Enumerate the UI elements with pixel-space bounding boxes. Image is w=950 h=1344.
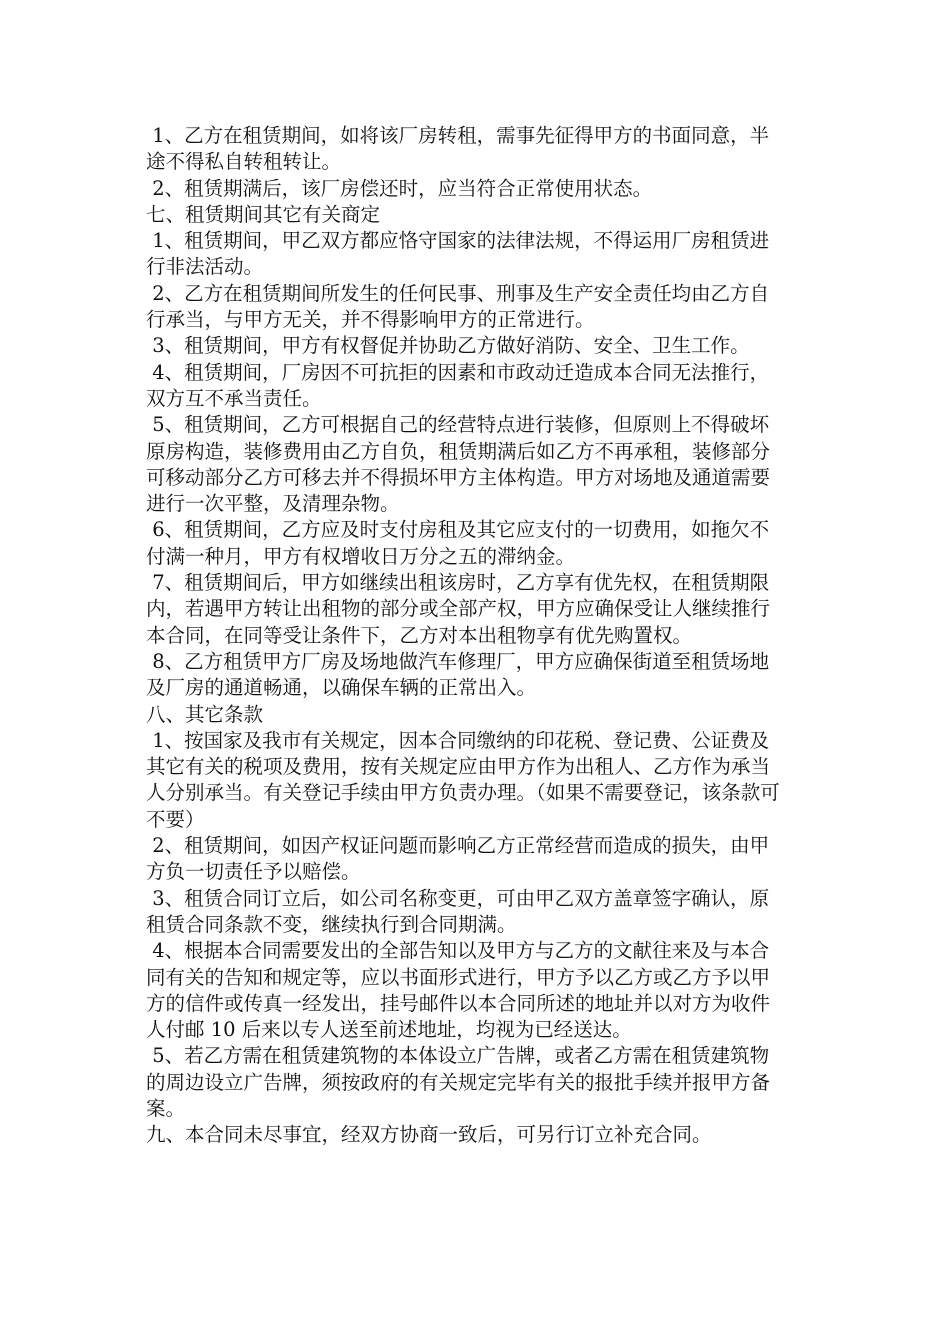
clause-8-access-road: 8、乙方租赁甲方厂房及场地做汽车修理厂，甲方应确保街道至租赁场地及厂房的通道畅通，以确保车辆的正常出入。: [146, 649, 770, 700]
section-heading-7: 七、租赁期间其它有关商定: [146, 202, 381, 226]
clause-7-2-return: 2、租赁期满后，该厂房偿还时，应当符合正常使用状态。: [146, 176, 653, 200]
clause-1-law-compliance: 1、租赁期间，甲乙双方都应恪守国家的法律法规，不得运用厂房租赁进行非法活动。: [146, 229, 770, 279]
clause-8-3-name-change: 3、租赁合同订立后，如公司名称变更，可由甲乙双方盖章签字确认，原租赁合同条款不变，继续执行到合同期满。: [146, 886, 770, 936]
clause-7-priority-right: 7、租赁期间后，甲方如继续出租该房时，乙方享有优先权，在租赁期限内，若遇甲方转让出租物的部分或全部产权，甲方应确保受让人继续推行本合同，在同等受让条件下，乙方对本出租物享有优先购置权。: [146, 571, 771, 647]
clause-7-1-sublease: 1、乙方在租赁期间，如将该厂房转租，需事先征得甲方的书面同意，半途不得私自转租转让。: [146, 124, 770, 174]
clause-8-4-notices: 4、根据本合同需要发出的全部告知以及甲方与乙方的文献往来及与本合同有关的告知和规定等，应以书面形式进行，甲方予以乙方或乙方予以甲方的信件或传真一经发出，挂号邮件以本合同所述的地址并以对方为收件人付邮 10 后来以专人送至前述地址，均视为已经送达。: [146, 939, 771, 1042]
clause-5-renovation: 5、租赁期间，乙方可根据自己的经营特点进行装修，但原则上不得破坏原房构造，装修费用由乙方自负，租赁期满后如乙方不再承租，装修部分可移动部分乙方可移去并不得损坏甲方主体构造。甲方对场地及通道需要进行一次平整，及清理杂物。: [146, 413, 771, 516]
clause-6-payment: 6、租赁期间，乙方应及时支付房租及其它应支付的一切费用，如拖欠不付满一种月，甲方有权增收日万分之五的滞纳金。: [146, 518, 770, 568]
document-body: [146, 123, 786, 1149]
clause-3-safety: 3、租赁期间，甲方有权督促并协助乙方做好消防、安全、卫生工作。: [146, 334, 750, 358]
clause-8-5-signage: 5、若乙方需在租赁建筑物的本体设立广告牌，或者乙方需在租赁建筑物的周边设立广告牌，须按政府的有关规定完毕有关的报批手续并报甲方备案。: [146, 1044, 771, 1120]
section-heading-8: 八、其它条款: [146, 702, 264, 726]
clause-2-liability: 2、乙方在租赁期间所发生的任何民事、刑事及生产安全责任均由乙方自行承当，与甲方无关，并不得影响甲方的正常进行。: [146, 281, 770, 332]
clause-8-1-taxes: 1、按国家及我市有关规定，因本合同缴纳的印花税、登记费、公证费及其它有关的税项及费用，按有关规定应由甲方作为出租人、乙方作为承当人分别承当。有关登记手续由甲方负责办理。（如果不需要登记，该条款可不要）: [146, 728, 780, 831]
section-heading-9: 九、本合同未尽事宜，经双方协商一致后，可另行订立补充合同。: [146, 1123, 712, 1147]
clause-8-2-title-issues: 2、租赁期间，如因产权证问题而影响乙方正常经营而造成的损失，由甲方负一切责任予以赔偿。: [146, 834, 770, 884]
clause-4-force-majeure: 4、租赁期间，厂房因不可抗拒的因素和市政动迁造成本合同无法推行，双方互不承当责任。: [146, 360, 770, 410]
